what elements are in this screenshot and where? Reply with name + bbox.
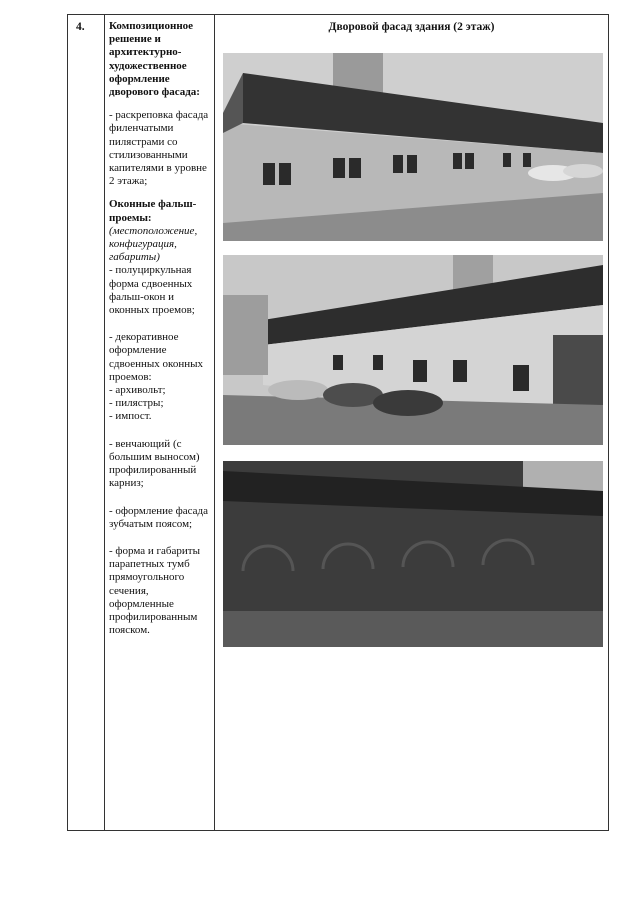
facade-photo-2	[223, 255, 603, 445]
item-pilastry: - пилястры;	[109, 397, 164, 410]
protection-table-row	[67, 14, 609, 831]
item-window-decor: - декоративное оформление сдвоенных оконных проемов:	[109, 331, 203, 383]
item-impost: - импост.	[109, 410, 152, 423]
section-heading: Композиционное решение и архитектурно-художественное оформление дворового фасада:	[109, 20, 200, 99]
column-divider-1	[104, 15, 105, 830]
photo-title: Дворовой фасад здания (2 этаж)	[328, 21, 495, 33]
windows-heading: Оконные фальш-проемы:	[109, 198, 197, 224]
item-pilasters: - раскреповка фасада филенчатыми пилястрами со стилизованными капителями в уровне 2 этажа;	[109, 109, 209, 188]
item-window-shape: - полуциркульная форма сдвоенных фальш-окон и оконных проемов;	[109, 264, 195, 317]
description-column	[109, 20, 213, 647]
facade-photo-3	[223, 461, 603, 647]
facade-photo-1	[223, 53, 603, 241]
item-parapet: - форма и габариты парапетных тумб прямоугольного сечения, оформленные профилированным пояском.	[109, 544, 200, 637]
item-archivolt: - архивольт;	[109, 384, 166, 397]
row-number: 4.	[76, 21, 85, 33]
windows-note: (местоположение, конфигурация, габариты)	[109, 224, 198, 264]
photo-column	[215, 15, 608, 830]
item-dentil-belt: - оформление фасада зубчатым поясом;	[109, 504, 208, 530]
item-cornice: - венчающий (с большим выносом) профилированный карниз;	[109, 437, 200, 490]
